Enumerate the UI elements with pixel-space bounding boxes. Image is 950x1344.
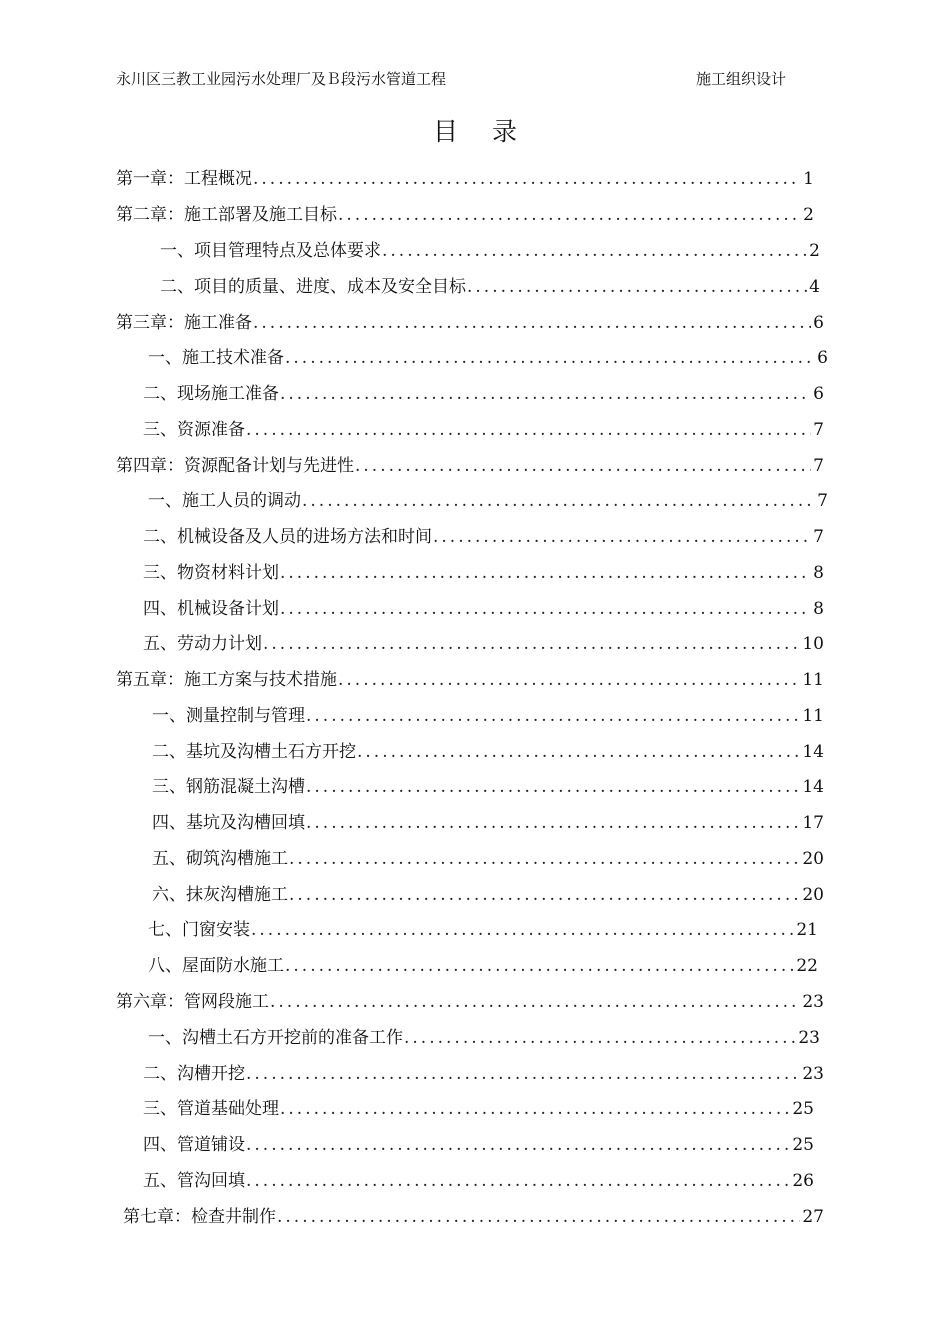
- toc-leader-dots: [306, 775, 800, 799]
- toc-leader-dots: [280, 382, 811, 406]
- toc-title: 目录: [432, 117, 551, 146]
- toc-leader-dots: [338, 668, 800, 692]
- toc-entry-page: 26: [792, 1171, 814, 1191]
- header-project-name: 永川区三教工业园污水处理厂及Ｂ段污水管道工程: [116, 70, 447, 88]
- toc-entry-page: 8: [813, 563, 824, 583]
- toc-entry-section[interactable]: [148, 346, 828, 370]
- toc-entry-section[interactable]: [143, 1062, 824, 1086]
- toc-entry-label: 三、钢筋混凝土沟槽: [152, 777, 305, 797]
- toc-entry-page: 14: [802, 777, 824, 797]
- toc-leader-dots: [306, 811, 800, 835]
- toc-entry-label: 三、物资材料计划: [143, 563, 279, 583]
- toc-leader-dots: [263, 632, 800, 656]
- toc-leader-dots: [306, 704, 800, 728]
- toc-entry-section[interactable]: [143, 632, 824, 656]
- toc-entry-chapter-5[interactable]: [116, 668, 824, 692]
- toc-entry-label: 五、砌筑沟槽施工: [152, 849, 288, 869]
- toc-leader-dots: [277, 1205, 800, 1229]
- toc-entry-label: 二、现场施工准备: [143, 384, 279, 404]
- toc-entry-section[interactable]: [143, 1097, 814, 1121]
- toc-entry-section[interactable]: [148, 489, 828, 513]
- toc-entry-page: 23: [802, 1064, 824, 1084]
- toc-leader-dots: [289, 847, 800, 871]
- toc-entry-page: 23: [798, 1028, 820, 1048]
- toc-entry-section[interactable]: [148, 918, 818, 942]
- toc-entry-label: 八、屋面防水施工: [148, 956, 284, 976]
- toc-leader-dots: [280, 597, 811, 621]
- toc-entry-label: 一、项目管理特点及总体要求: [160, 241, 381, 261]
- toc-entry-chapter-6[interactable]: [116, 990, 824, 1014]
- toc-leader-dots: [357, 740, 800, 764]
- toc-leader-dots: [289, 883, 800, 907]
- toc-entry-label: 一、沟槽土石方开挖前的准备工作: [148, 1028, 403, 1048]
- toc-entry-section[interactable]: [143, 382, 824, 406]
- toc-entry-page: 2: [803, 205, 814, 225]
- toc-leader-dots: [246, 1133, 790, 1157]
- toc-entry-section[interactable]: [143, 525, 824, 549]
- toc-leader-dots: [270, 990, 800, 1014]
- toc-entry-section[interactable]: [152, 704, 824, 728]
- toc-entry-section[interactable]: [152, 847, 824, 871]
- toc-entry-section[interactable]: [160, 239, 820, 263]
- toc-leader-dots: [251, 918, 794, 942]
- toc-entry-label: 二、基坑及沟槽土石方开挖: [152, 742, 356, 762]
- toc-entry-page: 7: [813, 456, 824, 476]
- toc-entry-section[interactable]: [152, 883, 824, 907]
- toc-entry-chapter-7[interactable]: [123, 1205, 824, 1229]
- toc-entry-page: 7: [817, 491, 828, 511]
- toc-entry-page: 20: [802, 885, 824, 905]
- toc-entry-page: 1: [803, 169, 814, 189]
- toc-entry-page: 10: [802, 634, 824, 654]
- toc-leader-dots: [253, 311, 811, 335]
- toc-entry-label: 四、机械设备计划: [143, 599, 279, 619]
- toc-entry-label: 三、管道基础处理: [143, 1099, 279, 1119]
- toc-entry-section[interactable]: [143, 597, 824, 621]
- toc-leader-dots: [246, 1169, 790, 1193]
- toc-entry-section[interactable]: [143, 418, 824, 442]
- toc-entry-page: 17: [802, 813, 824, 833]
- toc-entry-page: 22: [796, 956, 818, 976]
- toc-entry-page: 6: [813, 313, 824, 333]
- toc-entry-page: 21: [796, 920, 818, 940]
- toc-entry-label: 第四章：资源配备计划与先进性: [116, 456, 354, 476]
- toc-leader-dots: [285, 954, 794, 978]
- toc-entry-chapter-2[interactable]: [116, 203, 814, 227]
- toc-entry-label: 第二章：施工部署及施工目标: [116, 205, 337, 225]
- toc-entry-section[interactable]: [152, 811, 824, 835]
- toc-entry-section[interactable]: [148, 954, 818, 978]
- toc-leader-dots: [280, 1097, 790, 1121]
- header-document-type: 施工组织设计: [695, 70, 786, 88]
- toc-entry-page: 25: [792, 1135, 814, 1155]
- toc-entry-page: 7: [813, 420, 824, 440]
- toc-entry-page: 23: [802, 992, 824, 1012]
- toc-entry-label: 第三章：施工准备: [116, 313, 252, 333]
- toc-entry-section[interactable]: [143, 561, 824, 585]
- toc-leader-dots: [433, 525, 811, 549]
- toc-entry-label: 二、机械设备及人员的进场方法和时间: [143, 527, 432, 547]
- toc-entry-page: 20: [802, 849, 824, 869]
- toc-entry-chapter-3[interactable]: [116, 311, 824, 335]
- toc-entry-label: 第一章：工程概况: [116, 169, 252, 189]
- toc-entry-page: 11: [802, 670, 824, 690]
- toc-entry-section[interactable]: [143, 1169, 814, 1193]
- toc-entry-page: 25: [792, 1099, 814, 1119]
- toc-entry-page: 11: [802, 706, 824, 726]
- toc-entry-label: 第五章：施工方案与技术措施: [116, 670, 337, 690]
- toc-entry-section[interactable]: [152, 740, 824, 764]
- toc-leader-dots: [246, 418, 811, 442]
- toc-entry-label: 四、管道铺设: [143, 1135, 245, 1155]
- toc-entry-page: 4: [809, 277, 820, 297]
- toc-entry-page: 2: [809, 241, 820, 261]
- toc-entry-section[interactable]: [143, 1133, 814, 1157]
- toc-leader-dots: [302, 489, 815, 513]
- toc-entry-label: 三、资源准备: [143, 420, 245, 440]
- toc-leader-dots: [280, 561, 811, 585]
- toc-entry-chapter-1[interactable]: [116, 167, 814, 191]
- toc-entry-section[interactable]: [160, 275, 820, 299]
- toc-entry-page: 6: [817, 348, 828, 368]
- toc-entry-label: 一、施工技术准备: [148, 348, 284, 368]
- toc-leader-dots: [355, 454, 811, 478]
- toc-leader-dots: [404, 1026, 796, 1050]
- toc-leader-dots: [338, 203, 801, 227]
- toc-entry-label: 五、管沟回填: [143, 1171, 245, 1191]
- toc-entry-label: 一、测量控制与管理: [152, 706, 305, 726]
- toc-entry-label: 二、沟槽开挖: [143, 1064, 245, 1084]
- toc-leader-dots: [382, 239, 807, 263]
- toc-entry-page: 27: [802, 1207, 824, 1227]
- toc-entry-label: 五、劳动力计划: [143, 634, 262, 654]
- toc-leader-dots: [253, 167, 801, 191]
- toc-entry-label: 二、项目的质量、进度、成本及安全目标: [160, 277, 466, 297]
- toc-entry-label: 六、抹灰沟槽施工: [152, 885, 288, 905]
- toc-entry-label: 第七章：检查井制作: [123, 1207, 276, 1227]
- toc-leader-dots: [285, 346, 815, 370]
- toc-entry-page: 14: [802, 742, 824, 762]
- toc-entry-page: 7: [813, 527, 824, 547]
- toc-leader-dots: [246, 1062, 800, 1086]
- toc-entry-page: 6: [813, 384, 824, 404]
- toc-entry-chapter-4[interactable]: [116, 454, 824, 478]
- toc-leader-dots: [467, 275, 807, 299]
- toc-entry-section[interactable]: [148, 1026, 820, 1050]
- toc-entry-label: 四、基坑及沟槽回填: [152, 813, 305, 833]
- toc-entry-label: 第六章：管网段施工: [116, 992, 269, 1012]
- toc-entry-label: 七、门窗安装: [148, 920, 250, 940]
- toc-entry-label: 一、施工人员的调动: [148, 491, 301, 511]
- toc-entry-page: 8: [813, 599, 824, 619]
- toc-entry-section[interactable]: [152, 775, 824, 799]
